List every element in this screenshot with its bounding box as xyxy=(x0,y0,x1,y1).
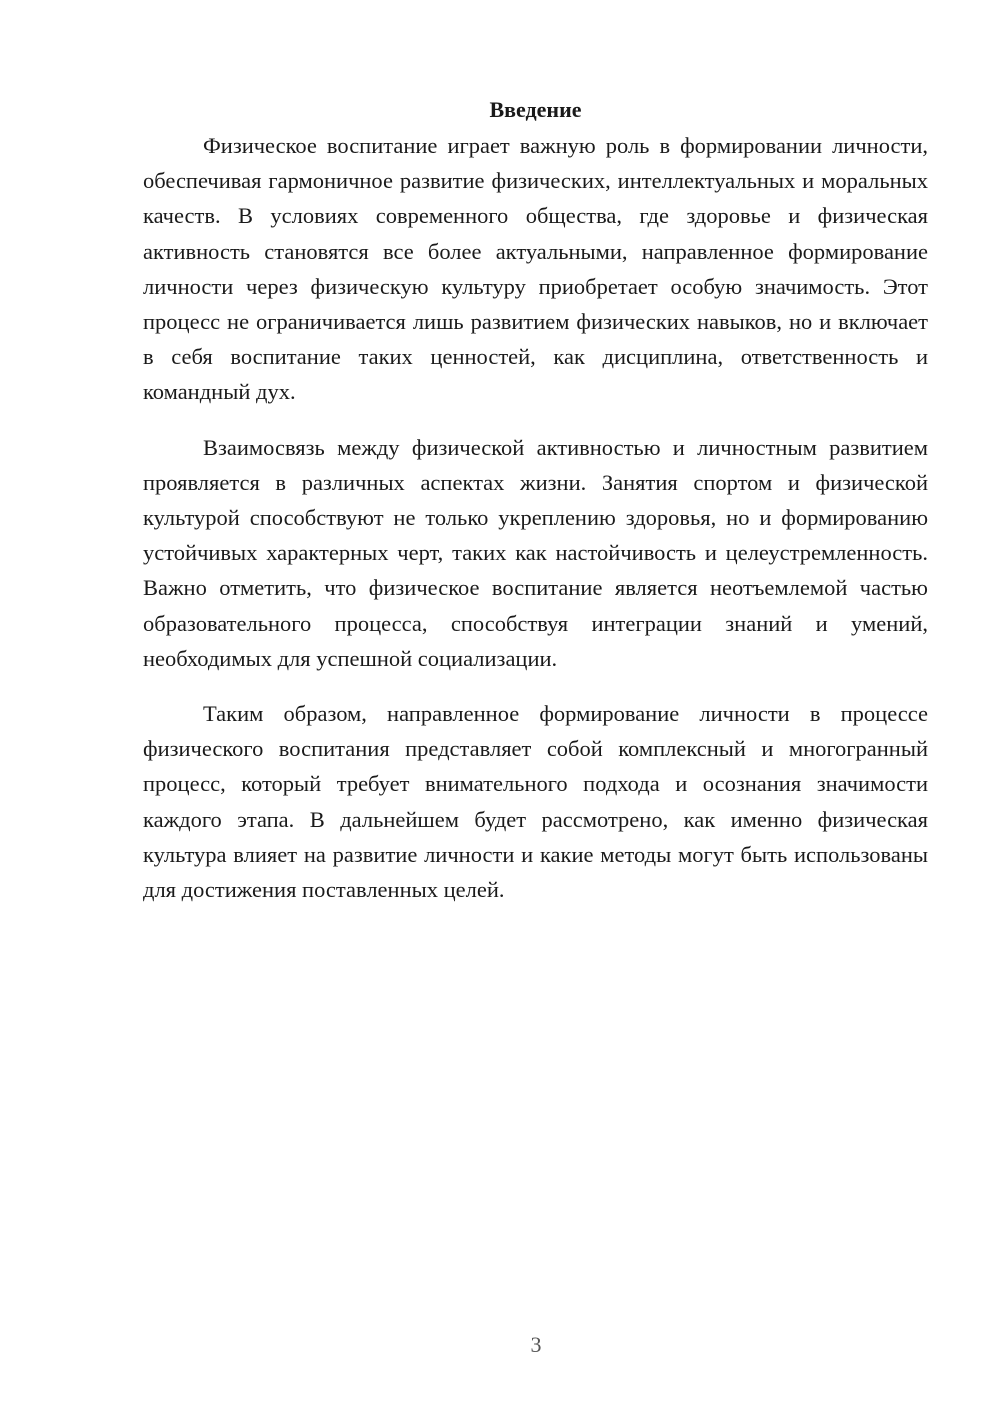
page-content xyxy=(143,94,928,927)
paragraph-1: Физическое воспитание играет важную роль в формировании личности, обеспечивая гармоничное развитие физических, интеллектуальных и моральных качеств. В условиях современного общества, где здоровье и физическая активность становятся все более актуальными, направленное формирование личности через физическую культуру приобретает особую значимость. Этот процесс не ограничивается лишь развитием физических навыков, но и включает в себя воспитание таких ценностей, как дисциплина, ответственность и командный дух. xyxy=(143,133,928,405)
paragraph-3: Таким образом, направленное формирование личности в процессе физического воспитания представляет собой комплексный и многогранный процесс, который требует внимательного подхода и осознания значимости каждого этапа. В дальнейшем будет рассмотрено, как именно физическая культура влияет на развитие личности и какие методы могут быть использованы для достижения поставленных целей. xyxy=(143,701,928,903)
paragraph-2: Взаимосвязь между физической активностью и личностным развитием проявляется в различных аспектах жизни. Занятия спортом и физической культурой способствуют не только укреплению здоровья, но и формированию устойчивых характерных черт, таких как настойчивость и целеустремленность. Важно отметить, что физическое воспитание является неотъемлемой частью образовательного процесса, способствуя интеграции знаний и умений, необходимых для успешной социализации. xyxy=(143,434,928,671)
page-number: 3 xyxy=(530,1332,542,1357)
section-heading: Введение xyxy=(489,97,582,122)
